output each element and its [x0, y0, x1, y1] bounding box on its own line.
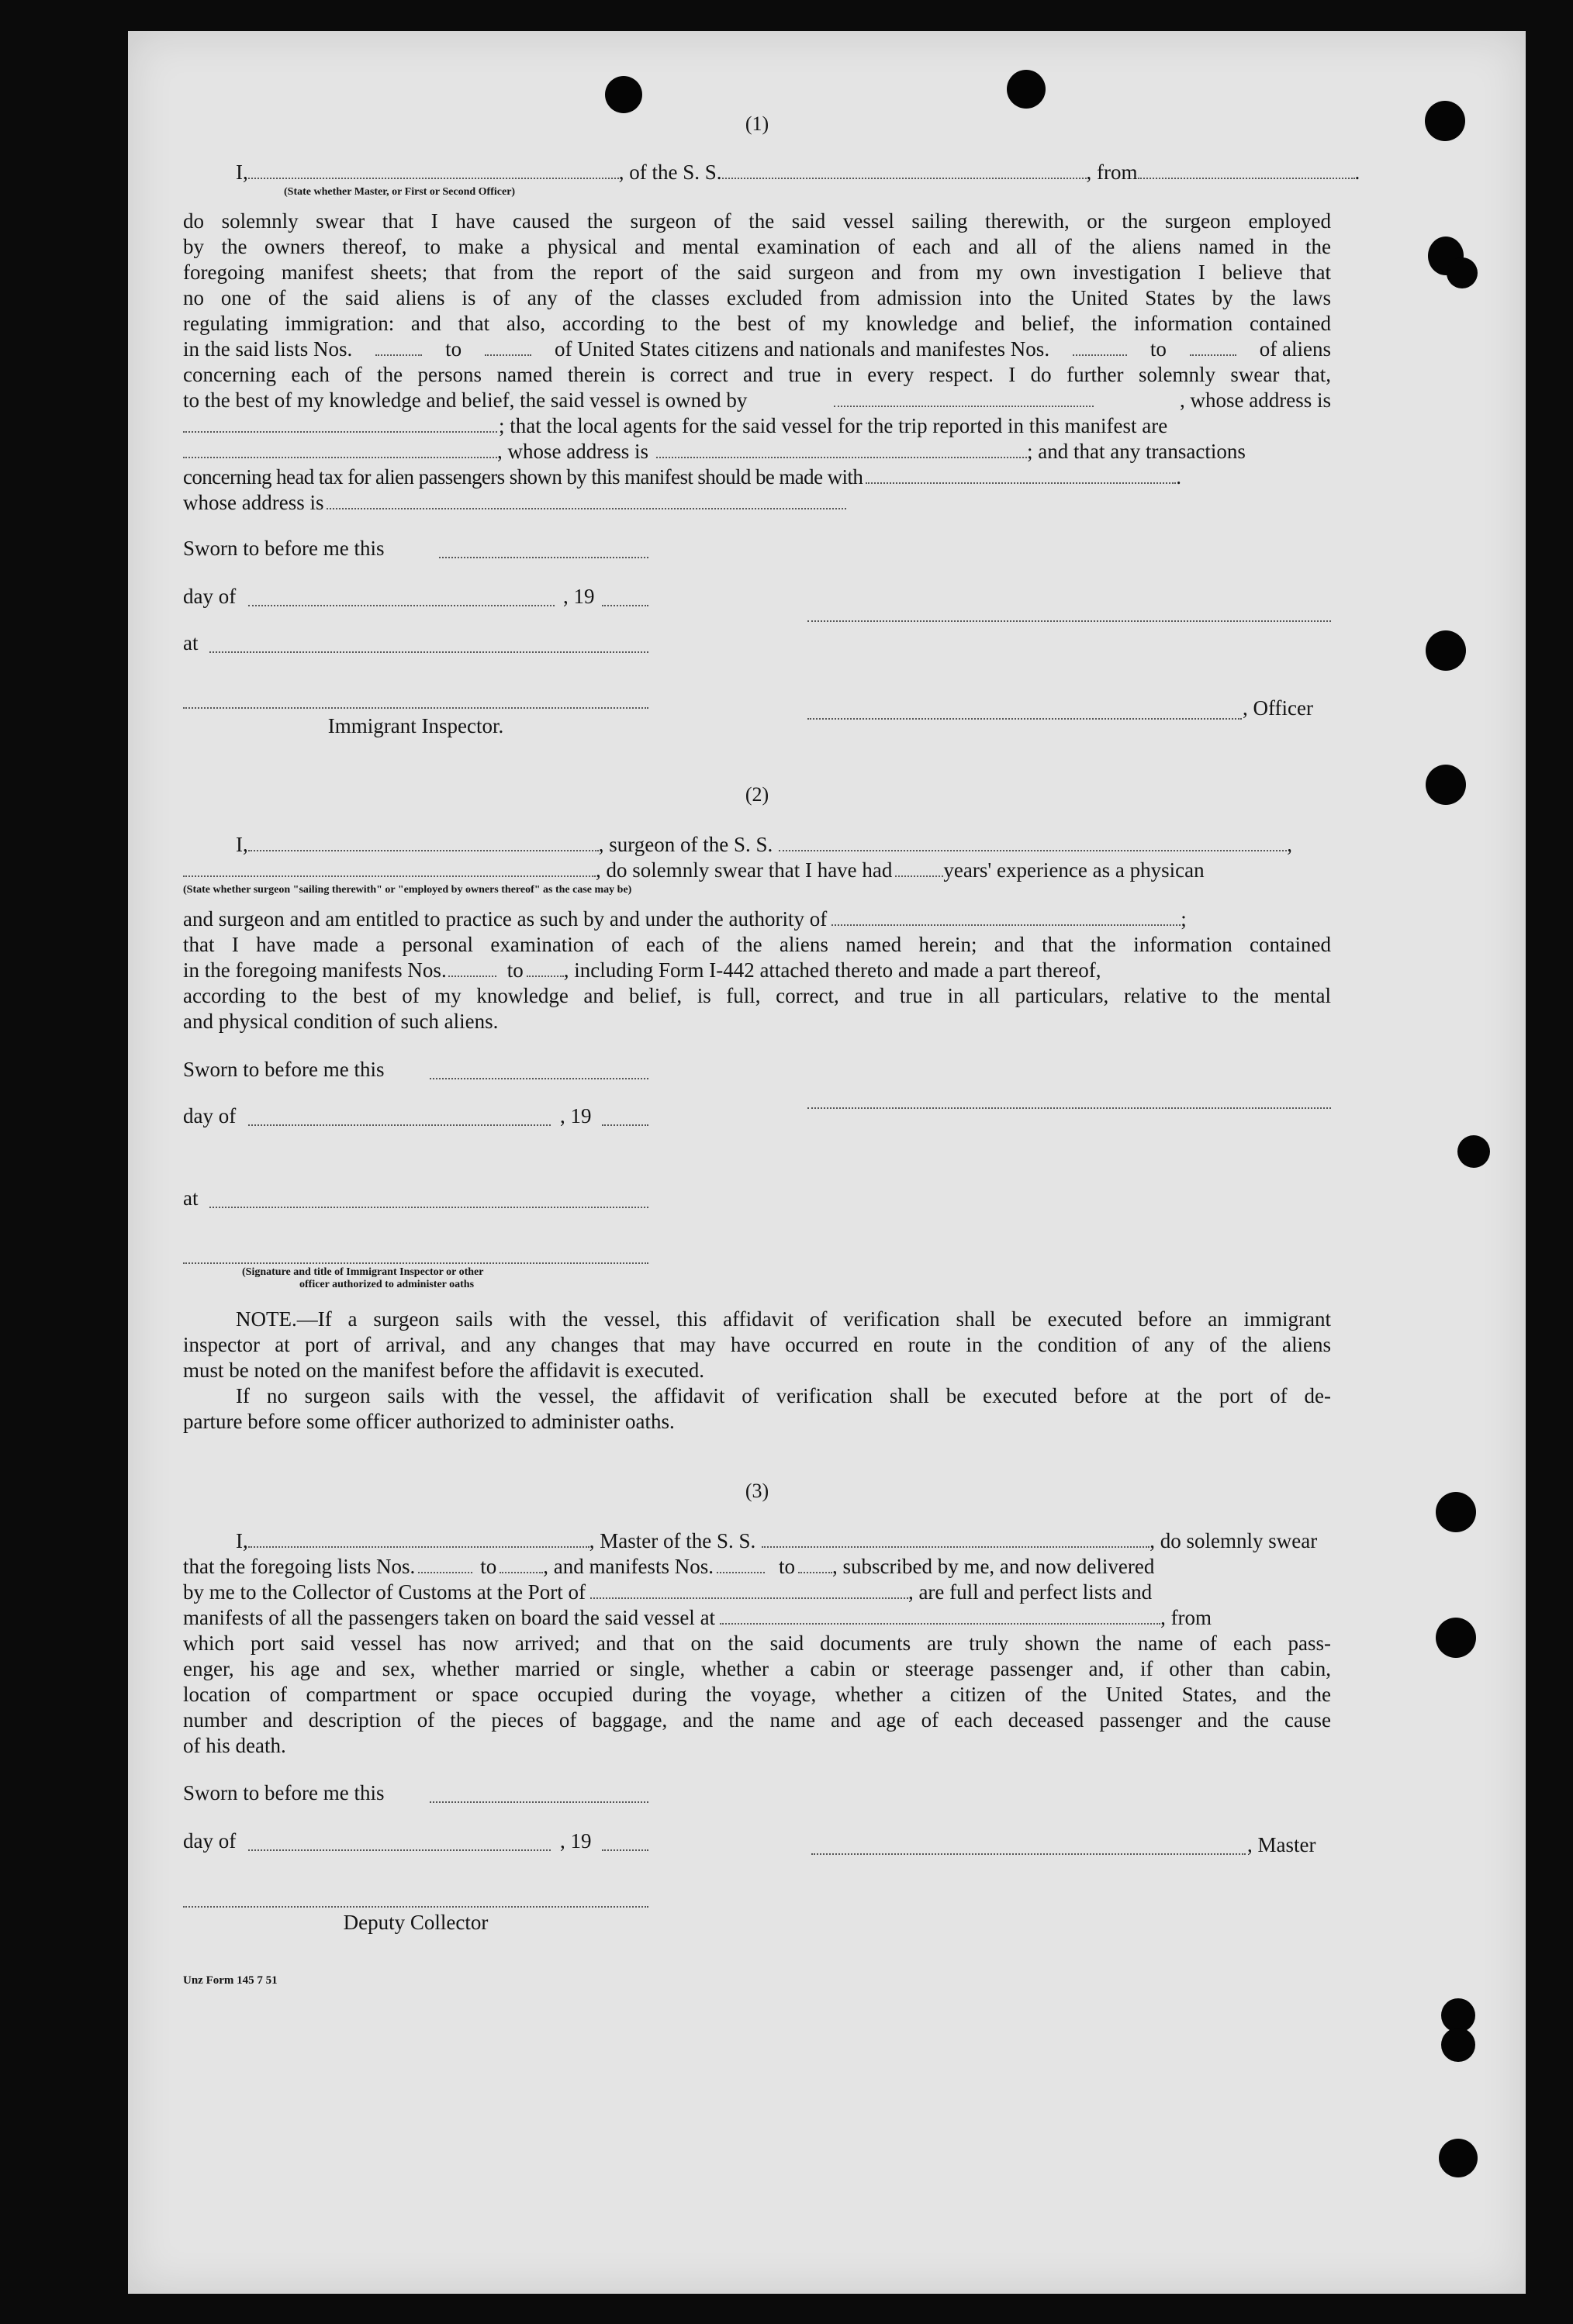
label-whose-address: whose address is: [183, 491, 324, 514]
binder-hole: [1447, 257, 1478, 288]
section-1-body-line: no one of the said aliens is of any of the classes excluded from admission into the United States by the laws: [183, 286, 1331, 309]
officer-name-field[interactable]: [807, 718, 1242, 720]
alien-manifest-from-field[interactable]: [1073, 336, 1127, 356]
label-manifests-nos: , and manifests Nos.: [543, 1555, 714, 1578]
section-3-number: (3): [745, 1480, 769, 1502]
section-1-head-tax-line: [183, 464, 1331, 490]
section-2-surgeon-line: [183, 831, 1331, 858]
binder-hole: [605, 76, 642, 113]
form-number: Unz Form 145 7 51: [183, 1974, 278, 1987]
year-label: , 19: [563, 585, 595, 608]
year-field[interactable]: [602, 1124, 648, 1126]
head-tax-address-field[interactable]: [327, 489, 846, 509]
section-1-owner-line: [183, 387, 1331, 413]
manifest-to-field[interactable]: [798, 1553, 832, 1573]
label-form-i442: , including Form I-442 attached thereto and made a part thereof,: [563, 958, 1101, 982]
sworn-date-field[interactable]: [430, 1078, 648, 1079]
inspector-signature-field[interactable]: [183, 707, 648, 709]
sworn-label: Sworn to before me this: [183, 1058, 385, 1081]
section-3-port-line: [183, 1579, 1331, 1605]
label-owned-by: to the best of my knowledge and belief, the said vessel is owned by: [183, 388, 748, 412]
semicolon: ;: [1181, 907, 1187, 931]
surgeon-name-field[interactable]: [248, 831, 599, 851]
at-label: at: [183, 1186, 199, 1210]
label-lists-nos: that the foregoing lists Nos.: [183, 1555, 416, 1578]
note-line: must be noted on the manifest before the affidavit is executed.: [183, 1359, 705, 1382]
agent-address-field[interactable]: [656, 438, 1027, 458]
label-transactions: ; and that any transactions: [1026, 440, 1246, 463]
section-1-lists-line: [183, 336, 1331, 362]
inspector-signature-field[interactable]: [183, 1262, 648, 1264]
section-3-body-line: number and description of the pieces of baggage, and the name and age of each deceased passenger and the cause: [183, 1708, 1331, 1732]
section-2-authority-line: [183, 906, 1331, 932]
label-master-of-ss: , Master of the S. S.: [589, 1529, 756, 1552]
label-local-agents: ; that the local agents for the said vessel for the trip reported in this manifest are: [499, 414, 1168, 437]
note-line: If no surgeon sails with the vessel, the affidavit of verification shall be executed before at the port of de-: [236, 1384, 1331, 1407]
surgeon-ship-field[interactable]: [779, 831, 1287, 851]
citizen-list-to-field[interactable]: [485, 336, 531, 356]
label-surgeon-of-ss: , surgeon of the S. S.: [598, 833, 773, 856]
years-experience-field[interactable]: [895, 857, 943, 877]
period: .: [1176, 465, 1181, 489]
section-3-body-line: location of compartment or space occupied during the voyage, whether a citizen of the United States, and the: [183, 1683, 1331, 1706]
day-of-field[interactable]: [248, 1124, 551, 1126]
binder-hole: [1426, 630, 1466, 671]
manifest-from-field[interactable]: [448, 957, 496, 977]
section-1-body-line: foregoing manifest sheets; that from the report of the said surgeon and from my own investigation I believe that: [183, 261, 1331, 284]
label-lists-nos: in the said lists Nos.: [183, 337, 353, 361]
officer-rank-field[interactable]: [248, 159, 619, 179]
master-name-field[interactable]: [248, 1528, 589, 1548]
list-to-field[interactable]: [500, 1553, 543, 1573]
master-ship-field[interactable]: [762, 1528, 1150, 1548]
note-line: inspector at port of arrival, and any changes that may have occurred en route in the condition of any of the aliens: [183, 1333, 1331, 1356]
label-from: , from: [1086, 161, 1138, 184]
owner-field[interactable]: [834, 387, 1094, 407]
manifest-affidavit-page: [128, 31, 1526, 2294]
surgeon-signature-field[interactable]: [807, 1107, 1331, 1109]
label-full-perfect: , are full and perfect lists and: [908, 1580, 1153, 1604]
section-3-body-line: enger, his age and sex, whether married or single, whether a cabin or steerage passenger and, if other than cabin,: [183, 1657, 1331, 1680]
day-of-label: day of: [183, 1829, 237, 1853]
at-place-field[interactable]: [209, 651, 648, 653]
alien-manifest-to-field[interactable]: [1190, 336, 1236, 356]
local-agents-field[interactable]: [183, 438, 497, 458]
label-manifests-nos: in the foregoing manifests Nos.: [183, 958, 447, 982]
at-label: at: [183, 631, 199, 654]
section-2-body-line: that I have made a personal examination of each of the aliens named herein; and that the information contained: [183, 933, 1331, 956]
section-2-experience-line: [183, 857, 1331, 883]
ship-name-field[interactable]: [722, 159, 1087, 179]
label-to: to: [506, 958, 524, 982]
at-place-field[interactable]: [209, 1207, 648, 1208]
deputy-signature-field[interactable]: [183, 1906, 648, 1908]
year-label: , 19: [560, 1829, 592, 1853]
binder-hole: [1007, 70, 1046, 109]
master-label: , Master: [1247, 1833, 1316, 1856]
section-3-body-line: which port said vessel has now arrived; and that on the said documents are truly shown the name of each pass-: [183, 1632, 1331, 1655]
sworn-label: Sworn to before me this: [183, 1781, 385, 1804]
manifest-to-field[interactable]: [527, 957, 564, 977]
label-to: to: [778, 1555, 795, 1578]
year-label: , 19: [560, 1104, 592, 1127]
list-from-field[interactable]: [418, 1553, 472, 1573]
day-of-field[interactable]: [248, 1849, 551, 1851]
immigrant-inspector-label: Immigrant Inspector.: [327, 714, 504, 737]
binder-hole: [1457, 1135, 1490, 1168]
label-years-experience: years' experience as a physican: [943, 858, 1205, 882]
head-tax-party-field[interactable]: [866, 464, 1176, 484]
section-2-number: (2): [745, 783, 769, 806]
label-to: to: [445, 337, 462, 361]
year-field[interactable]: [602, 605, 648, 606]
section-2-body-line: and physical condition of such aliens.: [183, 1010, 499, 1033]
section-3-body-line: of his death.: [183, 1734, 286, 1757]
embarkation-port-field[interactable]: [720, 1604, 1160, 1625]
label-i: I,: [236, 1529, 248, 1552]
year-field[interactable]: [602, 1849, 648, 1851]
label-of-aliens: of aliens: [1259, 337, 1332, 361]
label-taken-on-board: manifests of all the passengers taken on board the said vessel at: [183, 1606, 716, 1629]
port-field[interactable]: [590, 1579, 908, 1599]
label-authority: and surgeon and am entitled to practice as such by and under the authority of: [183, 907, 828, 931]
officer-note: (State whether Master, or First or Second Officer): [284, 186, 516, 198]
deputy-collector-label: Deputy Collector: [343, 1911, 489, 1934]
citizen-list-from-field[interactable]: [375, 336, 422, 356]
surgeon-note: (State whether surgeon "sailing therewith" or "employed by owners thereof" as the case may be): [183, 884, 632, 896]
section-1-body-line: do solemnly swear that I have caused the surgeon of the said vessel sailing therewith, or the surgeon employed: [183, 209, 1331, 233]
section-3-vessel-line: [183, 1604, 1331, 1631]
signature-note: officer authorized to administer oaths: [299, 1279, 475, 1290]
surgeon-status-field[interactable]: [183, 857, 596, 877]
authority-field[interactable]: [831, 906, 1181, 926]
sworn-date-field[interactable]: [430, 1801, 648, 1803]
label-of-ss: , of the S. S.: [618, 161, 722, 184]
section-3-lists-line: [183, 1553, 1331, 1580]
day-of-label: day of: [183, 585, 237, 608]
note-line: parture before some officer authorized to administer oaths.: [183, 1410, 675, 1433]
master-signature-field[interactable]: [811, 1853, 1246, 1855]
binder-hole: [1436, 1618, 1476, 1658]
period: .: [1354, 161, 1360, 184]
sworn-date-field[interactable]: [439, 557, 648, 558]
binder-hole: [1439, 2139, 1478, 2177]
section-1-body-line: by the owners thereof, to make a physical and mental examination of each and all of the aliens named in the: [183, 235, 1331, 258]
label-citizens-manifests: of United States citizens and nationals and manifestes Nos.: [554, 337, 1050, 361]
sworn-label: Sworn to before me this: [183, 537, 385, 560]
section-3-master-line: [183, 1528, 1331, 1554]
label-solemnly-swear: , do solemnly swear: [1150, 1529, 1318, 1552]
day-of-label: day of: [183, 1104, 237, 1127]
label-whose-address: , whose address is: [497, 440, 648, 463]
section-1-agent-address-line: [183, 438, 1331, 464]
label-whose-address: , whose address is: [1180, 388, 1332, 412]
officer-signature-field[interactable]: [807, 620, 1331, 622]
section-1-body-line: concerning each of the persons named therein is correct and true in every respect. I do further solemnly swear that,: [183, 363, 1331, 386]
label-i: I,: [236, 161, 248, 184]
note-line: NOTE.—If a surgeon sails with the vessel, this affidavit of verification shall be executed before an immigrant: [236, 1307, 1331, 1331]
section-1-head-tax-address-line: [183, 489, 1331, 516]
label-i: I,: [236, 833, 248, 856]
label-to: to: [480, 1555, 497, 1578]
label-head-tax: concerning head tax for alien passengers shown by this manifest should be made with: [183, 465, 863, 489]
section-1-agents-line: [183, 413, 1331, 439]
label-port-of: by me to the Collector of Customs at the Port of: [183, 1580, 586, 1604]
section-2-body-line: according to the best of my knowledge and belief, is full, correct, and true in all particulars, relative to the mental: [183, 984, 1331, 1007]
binder-hole: [1425, 101, 1465, 141]
section-1-number: (1): [745, 112, 769, 135]
section-2-manifests-line: [183, 957, 1331, 983]
label-from: , from: [1160, 1606, 1212, 1629]
label-solemnly-swear: , do solemnly swear that I have had: [596, 858, 893, 882]
day-of-field[interactable]: [248, 605, 555, 606]
section-1-body-line: regulating immigration: and that also, according to the best of my knowledge and belief, the information contained: [183, 312, 1331, 335]
manifest-from-field[interactable]: [717, 1553, 765, 1573]
binder-hole: [1436, 1492, 1476, 1532]
departure-port-field[interactable]: [1138, 159, 1355, 179]
signature-note: (Signature and title of Immigrant Inspector or other: [242, 1266, 484, 1278]
label-subscribed: , subscribed by me, and now delivered: [831, 1555, 1155, 1578]
section-1-officer-line: [183, 159, 1360, 185]
officer-label: , Officer: [1243, 696, 1313, 720]
owner-address-field[interactable]: [183, 413, 497, 433]
label-to: to: [1150, 337, 1167, 361]
comma: ,: [1287, 833, 1293, 856]
binder-hole: [1426, 765, 1466, 805]
binder-hole: [1441, 2028, 1475, 2062]
